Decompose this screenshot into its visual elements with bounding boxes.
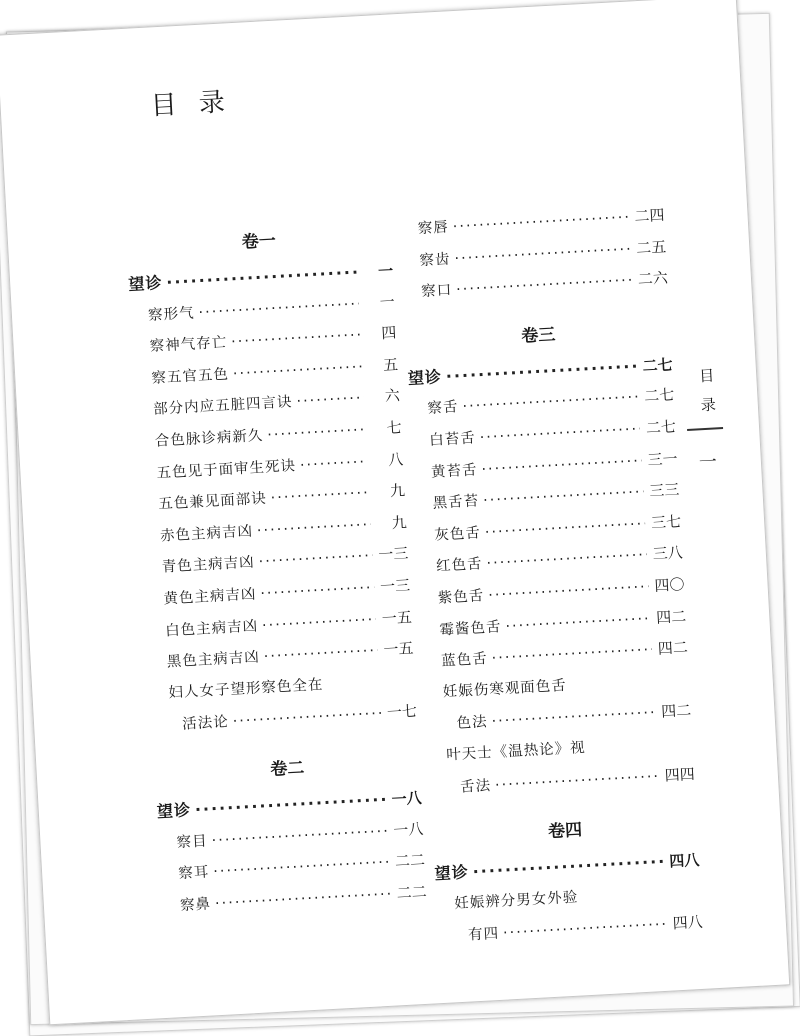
toc-entry-page: 四二 <box>657 638 689 658</box>
toc-entry-title: 赤色主病吉凶 <box>159 523 254 545</box>
toc-entry-title: 青色主病吉凶 <box>161 554 256 576</box>
toc-entry-page: 二五 <box>635 237 667 258</box>
toc-entry-page: 二六 <box>637 268 669 289</box>
toc-entry-title: 紫色舌 <box>437 588 485 607</box>
toc-entry-title: 黑舌苔 <box>432 493 480 512</box>
toc-entry-page: 九 <box>391 513 408 532</box>
volume-heading: 卷四 <box>547 820 583 843</box>
toc-entry-title: 叶天士《温热论》视 <box>445 739 587 764</box>
dot-leader <box>299 447 368 482</box>
toc-entry-title: 妇人女子望形察色全在 <box>168 676 324 702</box>
toc-entry-title: 妊娠伤寒观面色舌 <box>442 677 568 701</box>
toc-entry-title: 察目 <box>176 833 209 851</box>
toc-entry-page: 一 <box>377 261 394 281</box>
toc-entry-page <box>669 895 701 897</box>
volume-heading: 卷一 <box>241 230 277 253</box>
toc-entry-page: 二四 <box>633 205 665 226</box>
toc-entry-page: 八 <box>387 449 404 469</box>
toc-entry-title: 察五官五色 <box>151 366 230 387</box>
toc-entry-page: 三三 <box>648 480 680 501</box>
toc-entry-page: 二七 <box>643 386 675 406</box>
toc-entry-page: 一 <box>379 292 396 311</box>
toc-entry-page: 一五 <box>383 639 414 659</box>
toc-entry-page: 三八 <box>652 543 684 564</box>
toc-entry-page: 一七 <box>386 702 418 722</box>
toc-entry-title: 五色见于面审生死诀 <box>156 457 297 482</box>
toc-entry-title: 黑色主病吉凶 <box>166 649 261 671</box>
toc-entry-title: 察舌 <box>427 399 459 418</box>
toc-entry-title: 望诊 <box>127 273 163 294</box>
toc-entry-title: 活法论 <box>181 714 230 734</box>
toc-entry-page: 一三 <box>379 576 411 596</box>
toc-entry-page: 七 <box>386 418 403 438</box>
toc-entry-title: 白色主病吉凶 <box>164 618 259 640</box>
toc-entry-title: 蓝色舌 <box>440 651 489 670</box>
toc-entry-page: 二七 <box>645 417 677 438</box>
toc-entry-page: 九 <box>389 481 406 501</box>
toc-entry-title: 察唇 <box>417 219 450 238</box>
toc-entry-title: 五色兼见面部诀 <box>157 490 268 513</box>
toc-entry-title: 舌法 <box>459 777 492 796</box>
toc-column-left <box>125 215 427 923</box>
toc-entry-title: 霉酱色舌 <box>439 618 502 639</box>
toc-entry-title: 察形气 <box>147 305 195 324</box>
toc-entry-title: 望诊 <box>434 862 470 884</box>
toc-entry-title: 合色脉诊病新久 <box>154 427 264 450</box>
toc-entry-title: 察齿 <box>419 251 451 269</box>
toc-entry-title: 望诊 <box>156 800 192 822</box>
dot-leader <box>328 686 380 689</box>
toc-entry-page: 四四 <box>664 764 696 785</box>
toc-entry-page: 二二 <box>394 850 426 871</box>
toc-entry-page: 五 <box>382 355 399 375</box>
toc-entry-title: 白苔舌 <box>428 430 477 449</box>
running-header-label: 目录 <box>696 367 718 427</box>
toc-entry-title: 黄色主病吉凶 <box>163 586 257 608</box>
toc-entry-title: 察神气存亡 <box>149 334 228 356</box>
toc-entry-page: 三七 <box>650 512 682 532</box>
toc-entry-page: 一八 <box>391 788 423 809</box>
toc-entry-page: 一三 <box>377 544 409 565</box>
dot-leader <box>296 384 365 419</box>
running-header-rule <box>687 427 723 431</box>
toc-entry-page: 一八 <box>392 819 424 839</box>
page-title: 目录 <box>150 86 248 122</box>
toc-entry-title: 望诊 <box>407 366 443 388</box>
dot-leader <box>582 897 665 901</box>
volume-heading: 卷三 <box>520 324 556 347</box>
toc-entry-title: 察鼻 <box>179 896 212 914</box>
running-page-number: 一 <box>698 451 718 474</box>
toc-entry-page: 四八 <box>672 913 704 933</box>
toc-entry-title: 红色舌 <box>435 556 484 576</box>
toc-entry-title: 妊娠辨分男女外验 <box>453 889 579 912</box>
toc-entry-page: 四二 <box>660 701 692 722</box>
toc-entry-title: 有四 <box>467 926 500 944</box>
toc-entry-page: 三一 <box>647 449 679 469</box>
dot-leader <box>590 748 657 752</box>
toc-entry-title: 黄苔舌 <box>430 461 478 481</box>
toc-entry-page: 二七 <box>642 355 674 376</box>
volume-heading: 卷二 <box>269 758 305 780</box>
toc-entry-page: 一五 <box>381 607 413 628</box>
toc-column-right <box>399 200 704 953</box>
toc-entry-page: 四八 <box>668 851 700 871</box>
toc-entry-page: 四二 <box>655 606 687 627</box>
toc-entry-title: 部分内应五脏四言诀 <box>152 394 293 419</box>
toc-entry-page: 六 <box>384 386 401 406</box>
toc-entry-title: 察耳 <box>177 864 210 883</box>
toc-entry-title: 灰色舌 <box>434 525 482 544</box>
toc-entry-page <box>658 683 690 685</box>
toc-entry-page: 四〇 <box>653 575 685 595</box>
dot-leader <box>571 685 654 689</box>
toc-entry-page <box>661 746 693 748</box>
toc-entry-title: 色法 <box>456 714 489 733</box>
toc-entry-page: 二二 <box>396 882 428 903</box>
toc-entry-page: 四 <box>380 323 397 343</box>
toc-entry-page <box>383 684 415 686</box>
toc-entry-title: 察口 <box>420 282 453 301</box>
dot-leader <box>232 699 382 739</box>
dot-leader <box>263 636 379 674</box>
